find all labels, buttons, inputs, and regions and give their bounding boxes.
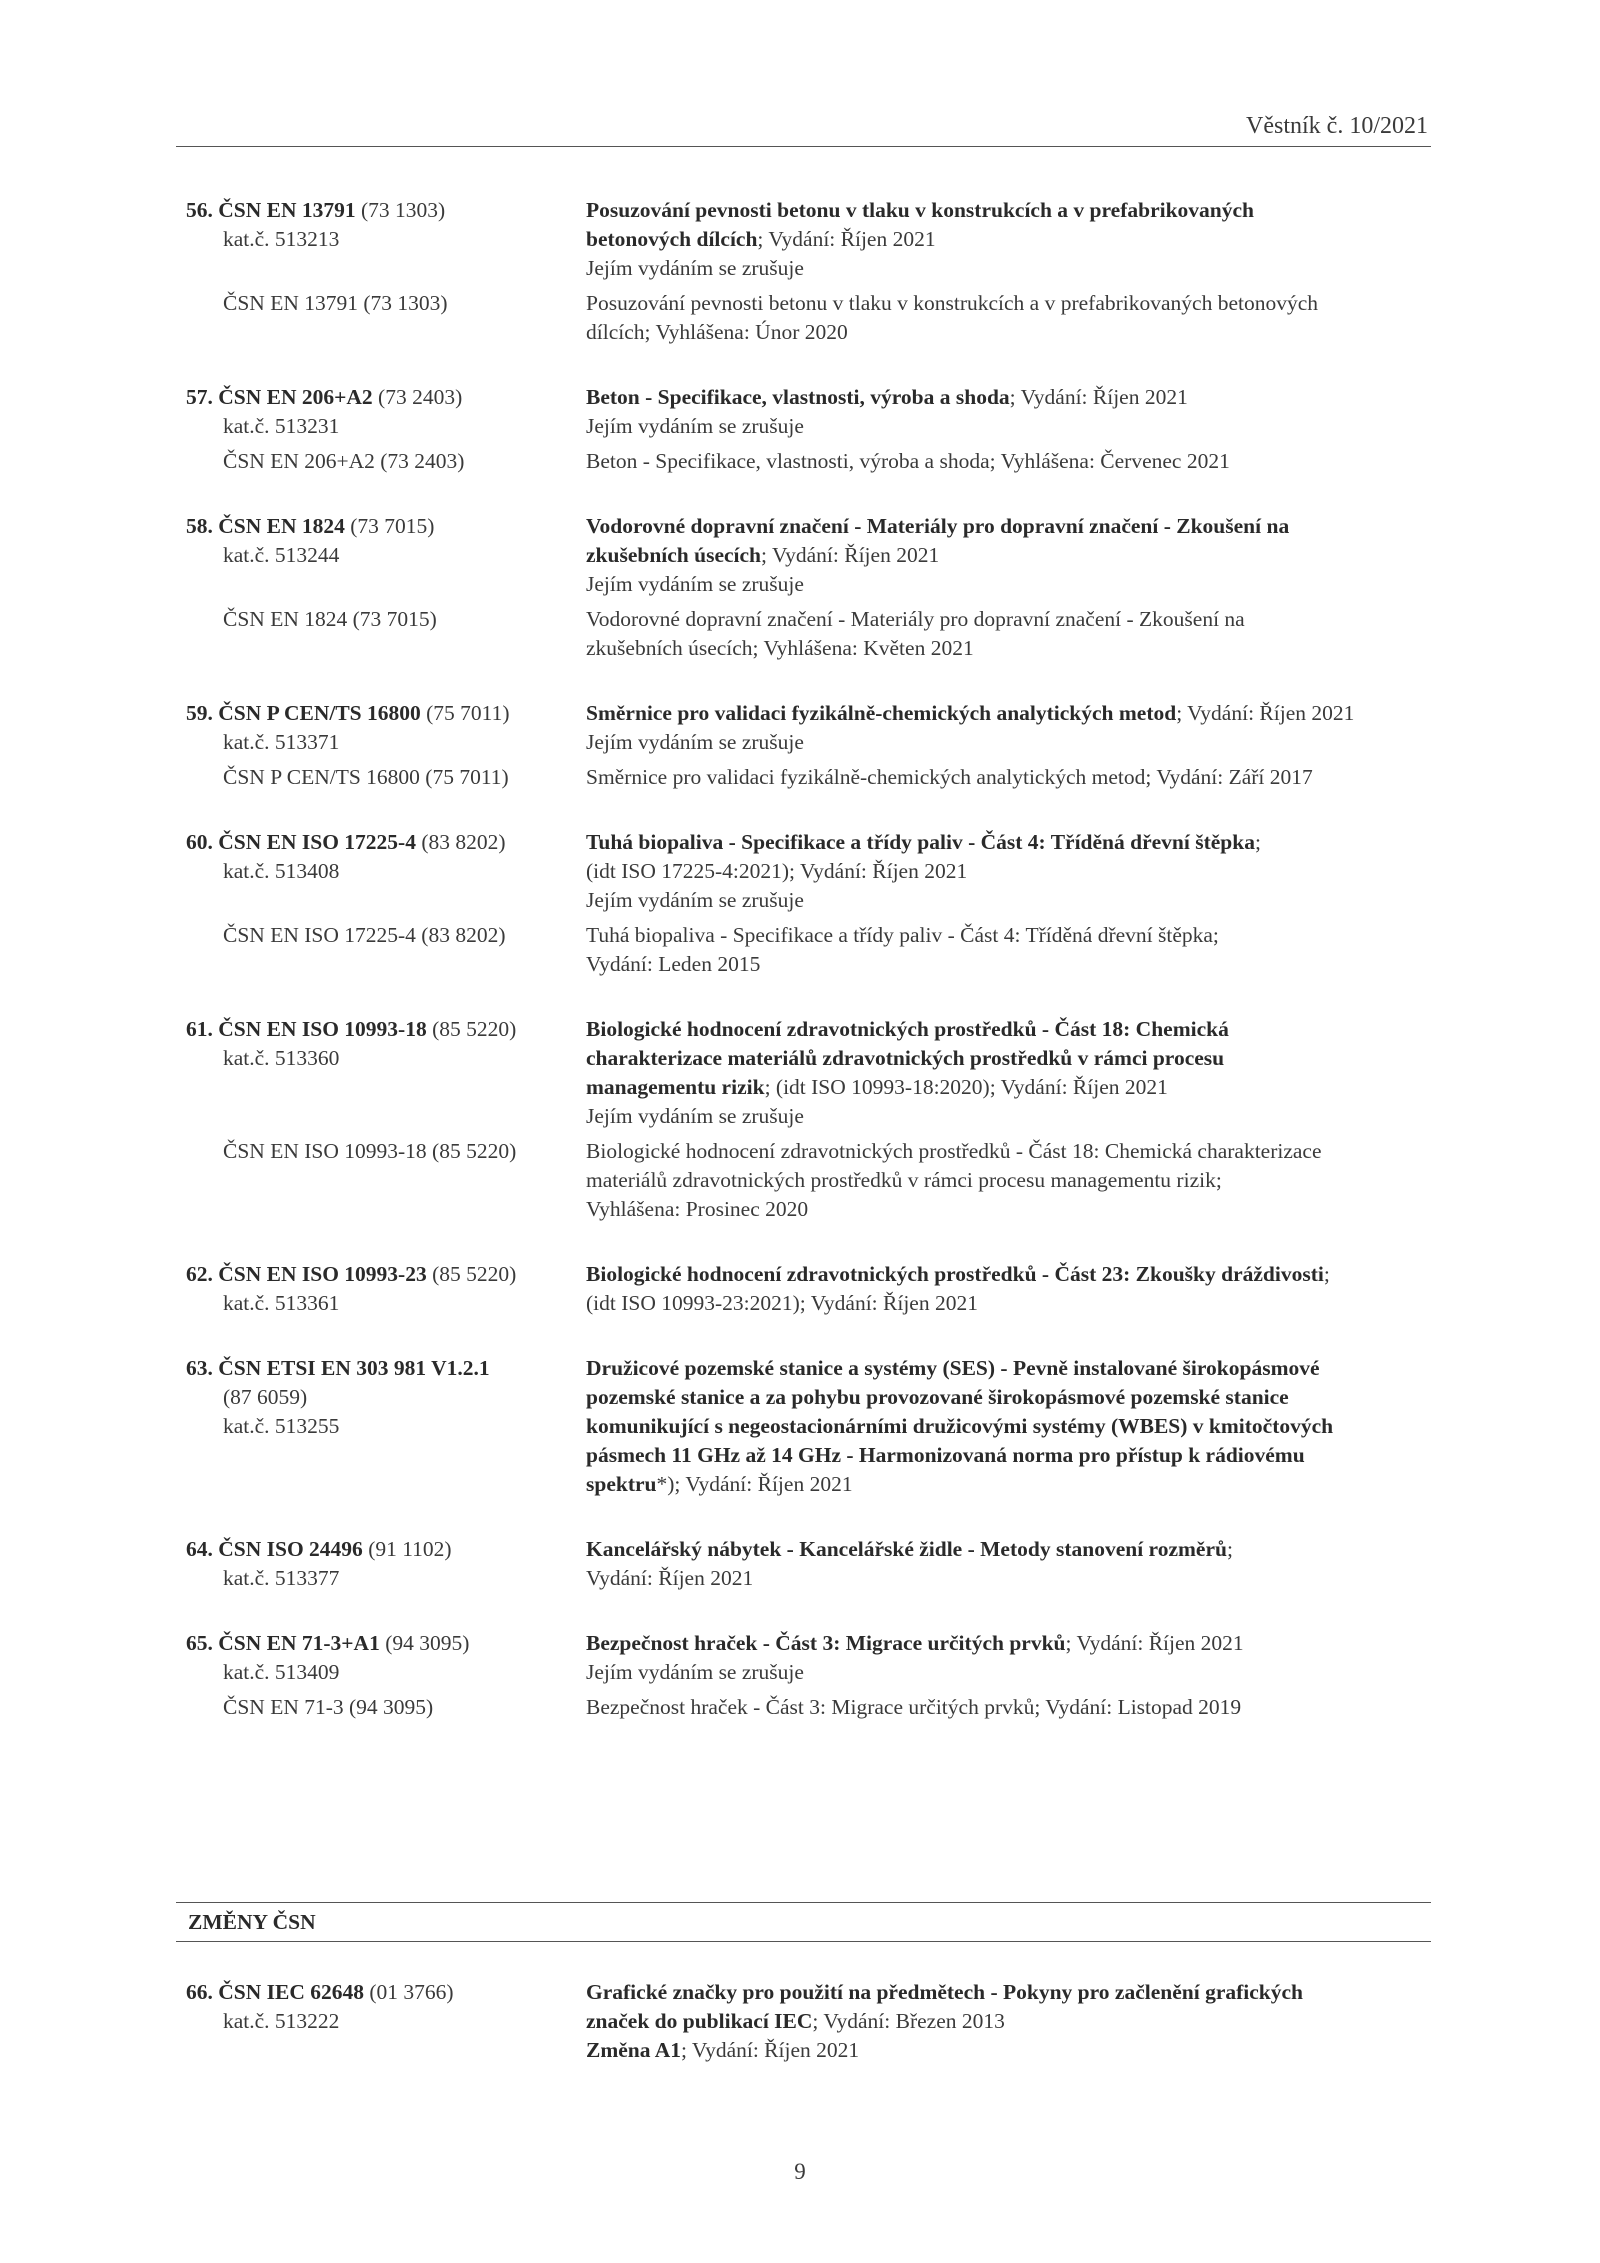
standard-title: spektru (586, 1472, 657, 1496)
class-number: (73 7015) (344, 514, 435, 538)
header-rule (176, 146, 1431, 147)
catalog-number: kat.č. 513360 (223, 1046, 340, 1070)
replaced-standard-code: ČSN EN 13791 (73 1303) (223, 291, 448, 315)
standard-title: zkušebních úsecích (586, 543, 762, 567)
standard-code: ČSN P CEN/TS 16800 (218, 701, 421, 725)
standard-entry-58 (186, 512, 1431, 663)
standard-entry-57 (186, 383, 1431, 476)
replaced-standard-title: materiálů zdravotnických prostředků v rámci procesu managementu rizik; (586, 1168, 1222, 1192)
replaced-standard-title: dílcích; Vyhlášena: Únor 2020 (586, 320, 848, 344)
standard-title: managementu rizik (586, 1075, 765, 1099)
standard-entry-56 (186, 196, 1431, 347)
standard-code: ČSN IEC 62648 (218, 1980, 364, 2004)
standard-title: charakterizace materiálů zdravotnických prostředků v rámci procesu (586, 1046, 1225, 1070)
standard-code: ČSN EN 1824 (218, 514, 345, 538)
issue-date: ; Vydání: Říjen 2021 (1176, 701, 1355, 725)
replaced-standard-code: ČSN EN 1824 (73 7015) (223, 607, 437, 631)
section-header (176, 1902, 1431, 1942)
cancels-note: Jejím vydáním se zrušuje (586, 730, 804, 754)
replaced-standard-title: Vydání: Leden 2015 (586, 952, 761, 976)
standard-code: ČSN EN 206+A2 (218, 385, 373, 409)
cancels-note: Jejím vydáním se zrušuje (586, 414, 804, 438)
amendment-date: ; Vydání: Říjen 2021 (680, 2038, 860, 2062)
standard-title: Beton - Specifikace, vlastnosti, výroba a shoda (586, 385, 1010, 409)
standard-entry-60: 60. ČSN EN ISO 17225-4 (83 8202) kat.č. 513408 Tuhá biopaliva - Specifikace a třídy paliv - Část 4: Tříděná dřevní štěpka; (idt ISO 17225-4:2021); Vydání: Říjen 2021 Jejím vydáním se zrušuje ČSN EN ISO 17225-4 (83 8202) Tuhá biopaliva - Specifikace a třídy paliv - Část 4: Tříděná dřevní štěpka; Vydání: Leden 2015 (186, 828, 1431, 979)
standard-code: ČSN ISO 24496 (218, 1537, 363, 1561)
catalog-number: kat.č. 513213 (223, 227, 340, 251)
replaced-standard-title: Biologické hodnocení zdravotnických prostředků - Část 18: Chemická charakterizace (586, 1139, 1322, 1163)
standard-code: ČSN EN 71-3+A1 (218, 1631, 380, 1655)
class-number: (75 7011) (420, 701, 510, 725)
issue-date: ; Vydání: Říjen 2021 (757, 227, 936, 251)
entry-number: 62. (186, 1262, 213, 1286)
replaced-standard-title: Směrnice pro validaci fyzikálně-chemických analytických metod; Vydání: Září 2017 (586, 765, 1313, 789)
standard-title: betonových dílcích (586, 227, 758, 251)
cancels-note: Jejím vydáním se zrušuje (586, 1660, 804, 1684)
entry-number: 58. (186, 514, 213, 538)
replaced-standard-title: Vyhlášena: Prosinec 2020 (586, 1197, 809, 1221)
standard-title: Biologické hodnocení zdravotnických prostředků - Část 18: Chemická (586, 1017, 1229, 1041)
entry-number: 59. (186, 701, 213, 725)
class-number: (91 1102) (362, 1537, 452, 1561)
standard-title: Biologické hodnocení zdravotnických prostředků - Část 23: Zkoušky dráždivosti (586, 1262, 1324, 1286)
replaced-standard-code: ČSN EN 206+A2 (73 2403) (223, 449, 465, 473)
standard-title: Směrnice pro validaci fyzikálně-chemických analytických metod (586, 701, 1177, 725)
standard-title: Bezpečnost hraček - Část 3: Migrace určitých prvků (586, 1631, 1066, 1655)
catalog-number: kat.č. 513231 (223, 414, 340, 438)
issue-date: ; Vydání: Říjen 2021 (1009, 385, 1188, 409)
standard-entry-66 (186, 1978, 1431, 2065)
entry-number: 65. (186, 1631, 213, 1655)
entry-number: 66. (186, 1980, 213, 2004)
catalog-number: kat.č. 513361 (223, 1291, 340, 1315)
standard-entry-59 (186, 699, 1431, 792)
replaced-standard-code: ČSN P CEN/TS 16800 (75 7011) (223, 765, 509, 789)
class-number: (85 5220) (426, 1017, 517, 1041)
standard-code: ČSN ETSI EN 303 981 V1.2.1 (218, 1356, 490, 1380)
class-number: (83 8202) (415, 830, 506, 854)
replaced-standard-title: zkušebních úsecích; Vyhlášena: Květen 2021 (586, 636, 974, 660)
replaced-standard-title: Tuhá biopaliva - Specifikace a třídy paliv - Část 4: Tříděná dřevní štěpka; (586, 923, 1219, 947)
entry-number: 64. (186, 1537, 213, 1561)
catalog-number: kat.č. 513409 (223, 1660, 340, 1684)
catalog-number: kat.č. 513244 (223, 543, 340, 567)
class-number: (85 5220) (426, 1262, 517, 1286)
issue-date: ; Vydání: Březen 2013 (812, 2009, 1005, 2033)
standard-title: Družicové pozemské stanice a systémy (SES) - Pevně instalované širokopásmové (586, 1356, 1320, 1380)
catalog-number: kat.č. 513371 (223, 730, 340, 754)
cancels-note: Jejím vydáním se zrušuje (586, 1104, 804, 1128)
replaced-standard-code: ČSN EN ISO 17225-4 (83 8202) (223, 923, 506, 947)
issue-date: Vydání: Říjen 2021 (586, 1566, 754, 1590)
replaced-standard-title: Bezpečnost hraček - Část 3: Migrace určitých prvků; Vydání: Listopad 2019 (586, 1695, 1242, 1719)
issue-date: ; Vydání: Říjen 2021 (1065, 1631, 1244, 1655)
standard-title: Vodorovné dopravní značení - Materiály pro dopravní značení - Zkoušení na (586, 514, 1290, 538)
standard-title: Tuhá biopaliva - Specifikace a třídy paliv - Část 4: Tříděná dřevní štěpka (586, 830, 1255, 854)
entry-number: 56. (186, 198, 213, 222)
catalog-number: kat.č. 513255 (223, 1414, 340, 1438)
class-number: (94 3095) (379, 1631, 470, 1655)
issue-date: ; (idt ISO 10993-18:2020); Vydání: Říjen 2021 (764, 1075, 1168, 1099)
standard-title: pozemské stanice a za pohybu provozované širokopásmové pozemské stanice (586, 1385, 1289, 1409)
issue-date: (idt ISO 17225-4:2021); Vydání: Říjen 2021 (586, 859, 968, 883)
class-number: (73 2403) (372, 385, 463, 409)
replaced-standard-title: Posuzování pevnosti betonu v tlaku v konstrukcích a v prefabrikovaných betonových (586, 291, 1319, 315)
amendment-label: Změna A1 (586, 2038, 681, 2062)
changes-list (186, 1978, 1431, 2101)
catalog-number: kat.č. 513222 (223, 2009, 340, 2033)
cancels-note: Jejím vydáním se zrušuje (586, 888, 804, 912)
standard-title: pásmech 11 GHz až 14 GHz - Harmonizovaná norma pro přístup k rádiovému (586, 1443, 1305, 1467)
standard-entry-61 (186, 1015, 1431, 1224)
standard-title: Grafické značky pro použití na předmětech - Pokyny pro začlenění grafických (586, 1980, 1304, 2004)
entry-number: 61. (186, 1017, 213, 1041)
page-number: 9 (794, 2159, 806, 2184)
catalog-number: kat.č. 513377 (223, 1566, 340, 1590)
standard-entry-62: 62. ČSN EN ISO 10993-23 (85 5220) kat.č. 513361 Biologické hodnocení zdravotnických prostředků - Část 23: Zkoušky dráždivosti; (idt ISO 10993-23:2021); Vydání: Říjen 2021 (186, 1260, 1431, 1318)
class-number: (01 3766) (364, 1980, 454, 2004)
class-number: (87 6059) (223, 1385, 308, 1409)
standard-code: ČSN EN ISO 10993-23 (218, 1262, 427, 1286)
cancels-note: Jejím vydáním se zrušuje (586, 256, 804, 280)
replaced-standard-title: Beton - Specifikace, vlastnosti, výroba a shoda; Vyhlášena: Červenec 2021 (586, 449, 1230, 473)
entry-number: 63. (186, 1356, 213, 1380)
class-number: (73 1303) (355, 198, 446, 222)
issue-date: *); Vydání: Říjen 2021 (656, 1472, 853, 1496)
issue-date: ; Vydání: Říjen 2021 (761, 543, 940, 567)
section-title: ZMĚNY ČSN (188, 1910, 316, 1934)
entry-number: 57. (186, 385, 213, 409)
standard-title: Kancelářský nábytek - Kancelářské židle - Metody stanovení rozměrů (586, 1537, 1227, 1561)
standard-title: značek do publikací IEC (586, 2009, 813, 2033)
standard-title: Posuzování pevnosti betonu v tlaku v konstrukcích a v prefabrikovaných (586, 198, 1255, 222)
standard-code: ČSN EN ISO 17225-4 (218, 830, 416, 854)
issue-date: (idt ISO 10993-23:2021); Vydání: Říjen 2021 (586, 1291, 978, 1315)
standard-entry-63 (186, 1354, 1431, 1499)
standard-entry-64: 64. ČSN ISO 24496 (91 1102) kat.č. 513377 Kancelářský nábytek - Kancelářské židle - Metody stanovení rozměrů; Vydání: Říjen 2021 (186, 1535, 1431, 1593)
standard-code: ČSN EN 13791 (218, 198, 356, 222)
bulletin-header: Věstník č. 10/2021 (1246, 113, 1428, 139)
catalog-number: kat.č. 513408 (223, 859, 340, 883)
replaced-standard-code: ČSN EN ISO 10993-18 (85 5220) (223, 1139, 517, 1163)
cancels-note: Jejím vydáním se zrušuje (586, 572, 804, 596)
replaced-standard-title: Vodorovné dopravní značení - Materiály pro dopravní značení - Zkoušení na (586, 607, 1245, 631)
standard-title: komunikující s negeostacionárními družicovými systémy (WBES) v kmitočtových (586, 1414, 1334, 1438)
standard-code: ČSN EN ISO 10993-18 (218, 1017, 427, 1041)
standard-entry-65 (186, 1629, 1431, 1722)
replaced-standard-code: ČSN EN 71-3 (94 3095) (223, 1695, 434, 1719)
entry-number: 60. (186, 830, 213, 854)
standards-list (186, 196, 1431, 1758)
